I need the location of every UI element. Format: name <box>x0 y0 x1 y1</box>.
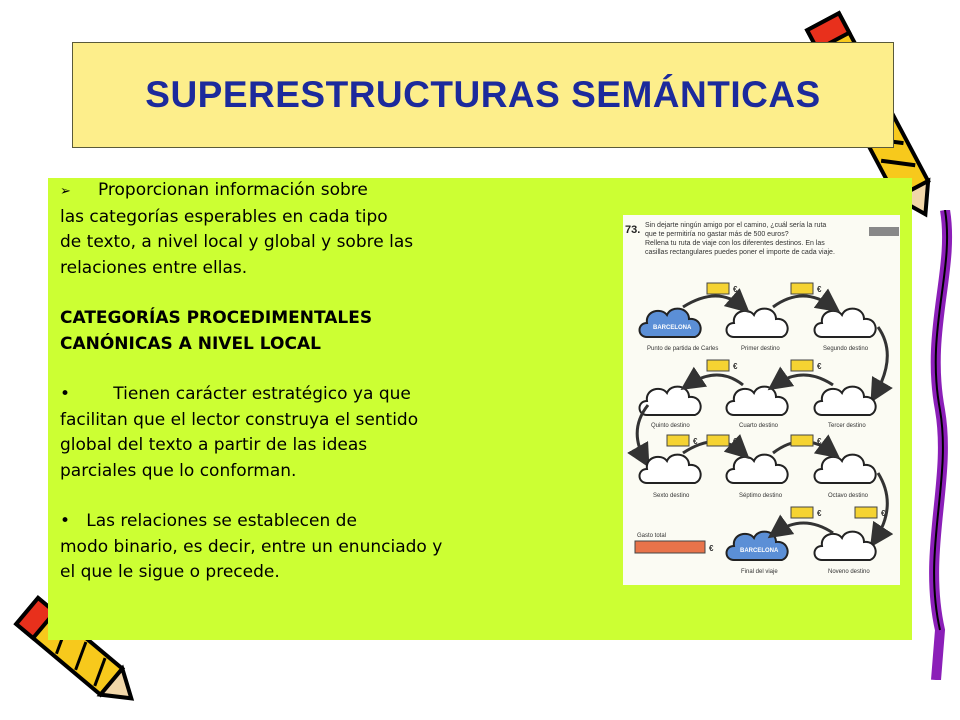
price-box-9 <box>855 507 877 518</box>
label-d5: Quinto destino <box>651 423 690 429</box>
svg-text:€: € <box>881 509 886 518</box>
cloud-d6 <box>640 455 701 483</box>
svg-text:€: € <box>733 437 738 446</box>
price-box-6 <box>707 435 729 446</box>
instruction-line-3: Rellena tu ruta de viaje con los diferentes destinos. En las <box>645 240 825 247</box>
instruction-line-4: casillas rectangulares puedes poner el importe de cada viaje. <box>645 249 835 256</box>
bullet-1-line-1: ➢ Proporcionan información sobre <box>60 180 368 200</box>
label-d6: Sexto destino <box>653 493 690 499</box>
bullet-2-line-3: global del texto a partir de las ideas <box>60 435 368 455</box>
bullet-2-line-4: parciales que lo conforman. <box>60 460 297 481</box>
label-d3: Tercer destino <box>828 423 866 429</box>
dot-bullet-icon: • <box>60 384 71 404</box>
cloud-d7 <box>727 455 788 483</box>
pencil-right-edge-icon <box>910 210 960 680</box>
cloud-d5 <box>640 387 701 415</box>
city-label-end: BARCELONA <box>740 548 779 554</box>
label-start: Punto de partida de Carles <box>647 346 719 352</box>
svg-text:€: € <box>817 509 822 518</box>
cloud-d1 <box>727 309 788 337</box>
price-box-8 <box>791 507 813 518</box>
cloud-d3 <box>815 387 876 415</box>
svg-text:€: € <box>709 544 714 553</box>
body-text <box>60 178 530 586</box>
bullet-3-line-1: • Las relaciones se establecen de <box>60 511 357 531</box>
label-total: Gasto total <box>637 533 667 539</box>
svg-text:€: € <box>817 285 822 294</box>
price-box-7 <box>791 435 813 446</box>
exercise-number: 73. <box>625 224 641 236</box>
label-d1: Primer destino <box>741 346 780 352</box>
instruction-line-1: Sin dejarte ningún amigo por el camino, ¿cuál sería la ruta <box>645 222 827 229</box>
price-box-3 <box>791 360 813 371</box>
cloud-start <box>640 309 701 337</box>
svg-text:€: € <box>693 437 698 446</box>
section-heading-line-2: CANÓNICAS A NIVEL LOCAL <box>60 333 321 354</box>
bullet-3-line-2: modo binario, es decir, entre un enunciado y <box>60 536 443 557</box>
cloud-d9 <box>815 532 876 560</box>
route-diagram <box>623 215 900 585</box>
city-label-start: BARCELONA <box>653 325 692 331</box>
label-end: Final del viaje <box>741 569 778 575</box>
cloud-end <box>727 532 788 560</box>
svg-text:€: € <box>733 362 738 371</box>
bullet-1-line-3: de texto, a nivel local y global y sobre las <box>60 232 414 252</box>
price-box-4 <box>707 360 729 371</box>
svg-text:€: € <box>733 285 738 294</box>
cloud-d2 <box>815 309 876 337</box>
svg-text:€: € <box>817 437 822 446</box>
total-box <box>635 541 705 553</box>
bullet-2-line-1: • Tienen carácter estratégico ya que <box>60 384 411 404</box>
bullet-1-line-4: relaciones entre ellas. <box>60 257 248 278</box>
cloud-d4 <box>727 387 788 415</box>
section-heading-line-1: CATEGORÍAS PROCEDIMENTALES <box>60 308 373 328</box>
price-box-5 <box>667 435 689 446</box>
bullet-2-line-2: facilitan que el lector construya el sentido <box>60 409 419 430</box>
slide-title: SUPERESTRUCTURAS SEMÁNTICAS <box>145 74 821 115</box>
arrow-bullet-icon: ➢ <box>60 184 71 199</box>
label-d7: Séptimo destino <box>739 493 783 499</box>
price-box-2 <box>791 283 813 294</box>
dot-bullet-icon: • <box>60 511 71 531</box>
travel-route-figure <box>623 215 900 585</box>
cloud-d8 <box>815 455 876 483</box>
svg-text:€: € <box>817 362 822 371</box>
label-d8: Octavo destino <box>828 493 869 499</box>
label-d4: Cuarto destino <box>739 423 779 429</box>
title-box <box>72 42 894 148</box>
bullet-1-line-2: las categorías esperables en cada tipo <box>60 206 388 227</box>
label-d9: Noveno destino <box>828 569 870 575</box>
difficulty-marks <box>869 227 899 236</box>
price-box-1 <box>707 283 729 294</box>
label-d2: Segundo destino <box>823 346 869 352</box>
bullet-3-line-3: el que le sigue o precede. <box>60 562 280 582</box>
instruction-line-2: que te permitiría no gastar más de 500 euros? <box>645 231 789 238</box>
